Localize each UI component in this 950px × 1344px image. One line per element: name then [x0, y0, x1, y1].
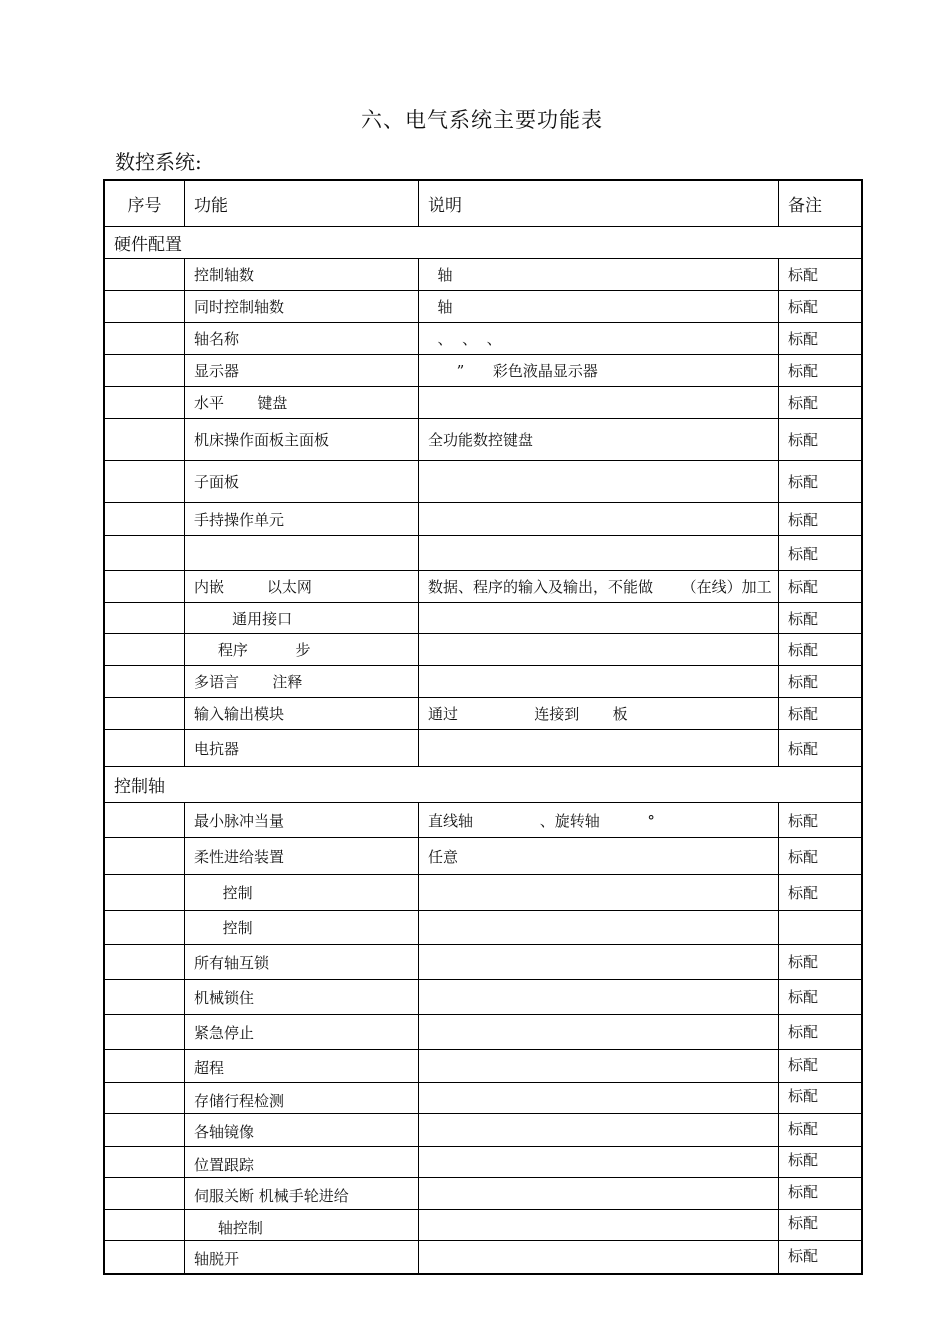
header-description: 说明 — [419, 181, 779, 226]
function-cell: 输入输出模块 — [185, 698, 419, 729]
table-row — [105, 291, 861, 323]
description-cell: 全功能数控键盘 — [419, 419, 779, 460]
table-row — [105, 634, 861, 666]
function-cell: 多语言 注释 — [185, 666, 419, 697]
row-index-cell — [105, 1147, 185, 1177]
row-index-cell — [105, 419, 185, 460]
row-index-cell — [105, 571, 185, 602]
table-row — [105, 603, 861, 634]
function-cell: 机械锁住 — [185, 980, 419, 1014]
row-index-cell — [105, 1114, 185, 1146]
note-cell: 标配 — [788, 544, 819, 563]
table-row — [105, 323, 861, 355]
row-index-cell — [105, 291, 185, 322]
note-cell: 标配 — [788, 266, 819, 284]
function-cell: 柔性进给装置 — [185, 838, 419, 874]
note-cell: 标配 — [788, 1023, 819, 1041]
function-cell: 内嵌 以太网 — [185, 571, 419, 602]
description-cell: 任意 — [419, 838, 779, 874]
table-row — [105, 838, 861, 875]
function-cell: 同时控制轴数 — [185, 291, 419, 322]
row-index-cell — [105, 323, 185, 354]
function-cell: 控制轴数 — [185, 259, 419, 290]
function-cell: 存储行程检测 — [185, 1083, 419, 1113]
function-cell: 控制 — [185, 911, 419, 944]
note-cell: 标配 — [788, 1183, 819, 1201]
row-index-cell — [105, 259, 185, 290]
function-cell: 显示器 — [185, 355, 419, 386]
note-cell: 标配 — [788, 330, 819, 348]
row-index-cell — [105, 698, 185, 729]
note-cell: 标配 — [788, 739, 819, 758]
row-index-cell — [105, 503, 185, 535]
note-cell: 标配 — [788, 811, 819, 830]
description-cell — [419, 911, 779, 944]
row-index-cell — [105, 730, 185, 766]
row-index-cell — [105, 1015, 185, 1049]
table-row — [105, 666, 861, 698]
note-cell — [779, 911, 861, 944]
description-cell: 轴 — [419, 291, 779, 322]
table-row — [105, 419, 861, 461]
table-row — [105, 911, 861, 945]
description-cell — [419, 1114, 779, 1146]
function-cell: 伺服关断 机械手轮进给 — [185, 1178, 419, 1209]
description-cell — [419, 387, 779, 418]
row-index-cell — [105, 1050, 185, 1082]
row-index-cell — [105, 1210, 185, 1240]
row-index-cell — [105, 536, 185, 570]
note-cell: 标配 — [788, 641, 819, 659]
note-cell: 标配 — [788, 847, 819, 866]
row-index-cell — [105, 945, 185, 979]
function-cell: 超程 — [185, 1050, 419, 1082]
table-row — [105, 259, 861, 291]
table-row — [105, 1083, 861, 1114]
function-cell — [185, 536, 419, 570]
function-cell: 紧急停止 — [185, 1015, 419, 1049]
description-cell — [419, 730, 779, 766]
function-cell: 位置跟踪 — [185, 1147, 419, 1177]
row-index-cell — [105, 603, 185, 633]
description-cell — [419, 503, 779, 535]
section-subtitle: 数控系统: — [115, 150, 202, 174]
table-row — [105, 1241, 861, 1273]
table-row — [105, 536, 861, 571]
note-cell: 标配 — [788, 988, 819, 1006]
note-cell: 标配 — [788, 431, 819, 449]
section-row — [105, 227, 861, 259]
description-cell: 数据、程序的输入及输出，不能做 （在线）加工 — [419, 571, 779, 602]
row-index-cell — [105, 1178, 185, 1209]
table-row — [105, 1015, 861, 1050]
description-cell: ” 彩色液晶显示器 — [419, 355, 779, 386]
description-cell — [419, 875, 779, 910]
description-cell — [419, 1241, 779, 1273]
row-index-cell — [105, 875, 185, 910]
row-index-cell — [105, 387, 185, 418]
table-row — [105, 461, 861, 503]
header-index: 序号 — [105, 181, 185, 226]
description-cell: 通过 连接到 板 — [419, 698, 779, 729]
row-index-cell — [105, 634, 185, 665]
table-row — [105, 355, 861, 387]
table-row — [105, 387, 861, 419]
table-header-row — [105, 181, 861, 227]
description-cell — [419, 1147, 779, 1177]
description-cell — [419, 603, 779, 633]
row-index-cell — [105, 666, 185, 697]
table-row — [105, 803, 861, 838]
description-cell: 、 、 、 — [419, 323, 779, 354]
page-title: 六、电气系统主要功能表 — [361, 108, 603, 132]
note-cell: 标配 — [788, 473, 819, 491]
note-cell: 标配 — [788, 1056, 819, 1074]
description-cell — [419, 666, 779, 697]
note-cell: 标配 — [788, 298, 819, 316]
description-cell — [419, 945, 779, 979]
note-cell: 标配 — [788, 1247, 819, 1265]
section-label: 硬件配置 — [114, 235, 182, 255]
note-cell: 标配 — [788, 1087, 819, 1105]
table-row — [105, 945, 861, 980]
table-row — [105, 1210, 861, 1241]
description-cell — [419, 461, 779, 502]
function-cell: 水平 键盘 — [185, 387, 419, 418]
description-cell — [419, 1178, 779, 1209]
function-table — [103, 179, 863, 1275]
header-function: 功能 — [185, 181, 419, 226]
description-cell — [419, 1083, 779, 1113]
description-cell — [419, 980, 779, 1014]
table-row — [105, 730, 861, 767]
section-label: 控制轴 — [114, 777, 165, 797]
section-row — [105, 767, 861, 803]
function-cell: 机床操作面板主面板 — [185, 419, 419, 460]
note-cell: 标配 — [788, 1120, 819, 1138]
row-index-cell — [105, 980, 185, 1014]
function-cell: 轴控制 — [185, 1210, 419, 1240]
note-cell: 标配 — [788, 394, 819, 412]
function-cell: 子面板 — [185, 461, 419, 502]
note-cell: 标配 — [788, 1151, 819, 1169]
note-cell: 标配 — [788, 1214, 819, 1232]
table-row — [105, 698, 861, 730]
function-cell: 手持操作单元 — [185, 503, 419, 535]
note-cell: 标配 — [788, 362, 819, 380]
row-index-cell — [105, 461, 185, 502]
note-cell: 标配 — [788, 578, 819, 596]
description-cell — [419, 1050, 779, 1082]
description-cell: 直线轴 、旋转轴 ° — [419, 803, 779, 837]
function-cell: 轴脱开 — [185, 1241, 419, 1273]
row-index-cell — [105, 355, 185, 386]
table-row — [105, 980, 861, 1015]
function-cell: 最小脉冲当量 — [185, 803, 419, 837]
function-cell: 程序 步 — [185, 634, 419, 665]
note-cell: 标配 — [788, 884, 819, 902]
function-cell: 电抗器 — [185, 730, 419, 766]
row-index-cell — [105, 803, 185, 837]
function-cell: 轴名称 — [185, 323, 419, 354]
row-index-cell — [105, 1083, 185, 1113]
note-cell: 标配 — [788, 953, 819, 971]
table-row — [105, 875, 861, 911]
function-cell: 所有轴互锁 — [185, 945, 419, 979]
note-cell: 标配 — [788, 705, 819, 723]
row-index-cell — [105, 911, 185, 944]
function-cell: 通用接口 — [185, 603, 419, 633]
table-row — [105, 571, 861, 603]
note-cell: 标配 — [788, 510, 819, 529]
function-cell: 控制 — [185, 875, 419, 910]
header-note: 备注 — [788, 196, 822, 216]
table-row — [105, 1147, 861, 1178]
row-index-cell — [105, 1241, 185, 1273]
function-cell: 各轴镜像 — [185, 1114, 419, 1146]
table-row — [105, 1050, 861, 1083]
description-cell — [419, 634, 779, 665]
note-cell: 标配 — [788, 609, 819, 628]
table-row — [105, 1178, 861, 1210]
description-cell: 轴 — [419, 259, 779, 290]
note-cell: 标配 — [788, 673, 819, 691]
table-row — [105, 503, 861, 536]
description-cell — [419, 1015, 779, 1049]
row-index-cell — [105, 838, 185, 874]
table-row — [105, 1114, 861, 1147]
description-cell — [419, 536, 779, 570]
description-cell — [419, 1210, 779, 1240]
